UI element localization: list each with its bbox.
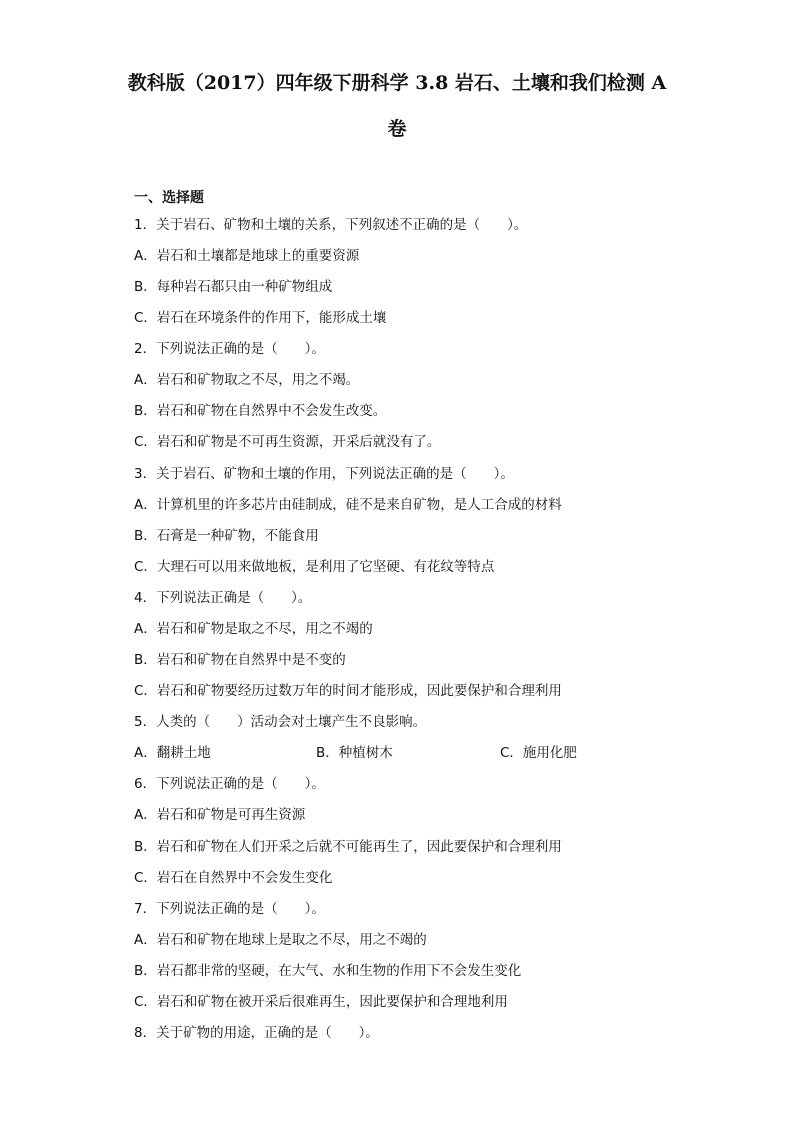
option-line: A．岩石和矿物取之不尽，用之不竭。 — [134, 372, 360, 388]
option-line: A．岩石和矿物在地球上是取之不尽，用之不竭的 — [134, 932, 427, 948]
option-line: C．岩石和矿物在被开采后很难再生，因此要保护和合理地利用 — [134, 994, 508, 1010]
q5-option-b: B．种植树木 — [316, 745, 393, 761]
option-line: C．岩石和矿物是不可再生资源，开采后就没有了。 — [134, 434, 441, 450]
option-line: C．大理石可以用来做地板，是利用了它坚硬、有花纹等特点 — [134, 559, 495, 575]
q5-option-a: A．翻耕土地 — [134, 745, 211, 761]
option-line: B．岩石都非常的坚硬，在大气、水和生物的作用下不会发生变化 — [134, 963, 522, 979]
option-line: B．岩石和矿物在自然界中是不变的 — [134, 652, 346, 668]
question-5: 5．人类的（ ）活动会对土壤产生不良影响。 — [134, 714, 427, 730]
document-title-line-1: 教科版（2017）四年级下册科学 3.8 岩石、土壤和我们检测 A — [127, 72, 667, 94]
document-title-line-2: 卷 — [387, 118, 407, 140]
option-line: B．石膏是一种矿物，不能食用 — [134, 528, 319, 544]
question-3: 3．关于岩石、矿物和土壤的作用，下列说法正确的是（ ）。 — [134, 466, 514, 482]
q5-option-c: C．施用化肥 — [500, 745, 577, 761]
question-2: 2．下列说法正确的是（ ）。 — [134, 341, 325, 357]
section-heading: 一、选择题 — [134, 190, 204, 206]
option-line: A．岩石和矿物是可再生资源 — [134, 807, 306, 823]
option-line: C．岩石在环境条件的作用下，能形成土壤 — [134, 310, 387, 326]
option-line: A．计算机里的许多芯片由硅制成，硅不是来自矿物，是人工合成的材料 — [134, 497, 562, 513]
question-1: 1．关于岩石、矿物和土壤的关系，下列叙述不正确的是（ ）。 — [134, 217, 528, 233]
option-line: B．岩石和矿物在人们开采之后就不可能再生了，因此要保护和合理利用 — [134, 839, 562, 855]
option-line: C．岩石在自然界中不会发生变化 — [134, 870, 333, 886]
option-line: A．岩石和矿物是取之不尽，用之不竭的 — [134, 621, 373, 637]
option-line: C．岩石和矿物要经历过数万年的时间才能形成，因此要保护和合理利用 — [134, 683, 562, 699]
option-line: B．每种岩石都只由一种矿物组成 — [134, 279, 333, 295]
question-4: 4．下列说法正确是（ ）。 — [134, 590, 312, 606]
option-line: B．岩石和矿物在自然界中不会发生改变。 — [134, 403, 387, 419]
question-8: 8．关于矿物的用途，正确的是（ ）。 — [134, 1025, 379, 1041]
option-line: A．岩石和土壤都是地球上的重要资源 — [134, 248, 360, 264]
question-6: 6．下列说法正确的是（ ）。 — [134, 776, 325, 792]
question-7: 7．下列说法正确的是（ ）。 — [134, 901, 325, 917]
